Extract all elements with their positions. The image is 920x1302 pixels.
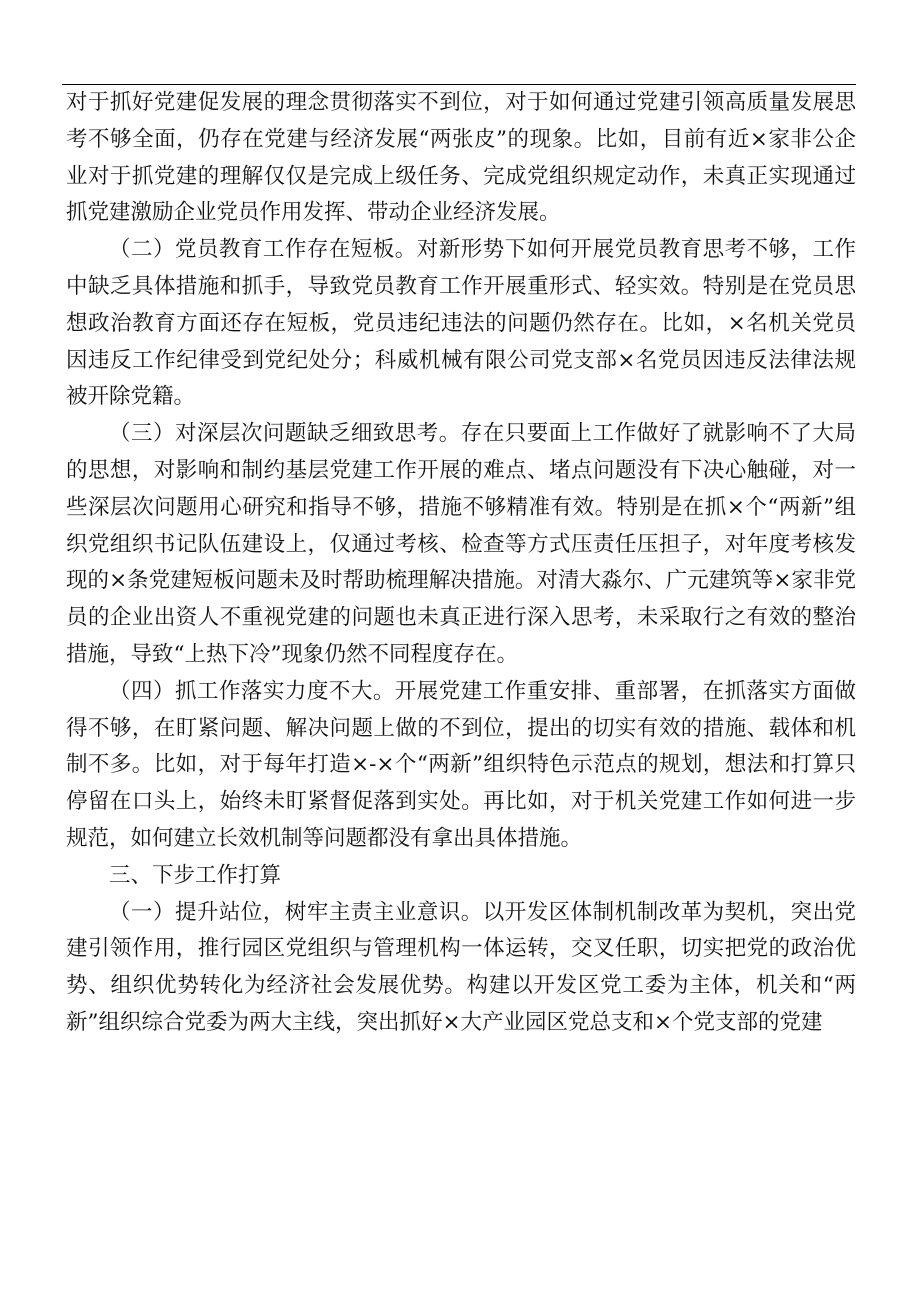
paragraph-continuation: 对于抓好党建促发展的理念贯彻落实不到位，对于如何通过党建引领高质量发展思考不够全面，仍存在党建与经济发展“两张皮”的现象。比如，目前有近×家非公企业对于抓党建的理解仅仅是完成上级任务、完成党组织规定动作，未真正实现通过抓党建激励企业党员作用发挥、带动企业经济发展。 — [66, 90, 856, 226]
section-heading-next-steps: 三、下步工作打算 — [109, 862, 282, 888]
paragraph-party-member-education: （二）党员教育工作存在短板。对新形势下如何开展党员教育思考不够，工作中缺乏具体措施和抓手，导致党员教育工作开展重形式、轻实效。特别是在党员思想政治教育方面还存在短板，党员违纪违法的问题仍然存在。比如，×名机关党员因违反工作纪律受到党纪处分；科威机械有限公司党支部×名党员因违反法律法规被开除党籍。 — [66, 237, 856, 410]
paragraph-improve-position: （一）提升站位，树牢主责主业意识。以开发区体制机制改革为契机，突出党建引领作用，推行园区党组织与管理机构一体运转，交叉任职，切实把党的政治优势、组织优势转化为经济社会发展优势。构建以开发区党工委为主体，机关和“两新”组织综合党委为两大主线，突出抓好×大产业园区党总支和×个党支部的党建 — [66, 899, 856, 1035]
body-text — [66, 85, 856, 1042]
paragraph-implementation: （四）抓工作落实力度不大。开展党建工作重安排、重部署，在抓落实方面做得不够，在盯紧问题、解决问题上做的不到位，提出的切实有效的措施、载体和机制不多。比如，对于每年打造×-×个“两新”组织特色示范点的规划，想法和打算只停留在口头上，始终未盯紧督促落到实处。再比如，对于机关党建工作如何进一步规范，如何建立长效机制等问题都没有拿出具体措施。 — [66, 678, 856, 851]
paragraph-deep-level-issues: （三）对深层次问题缺乏细致思考。存在只要面上工作做好了就影响不了大局的思想，对影响和制约基层党建工作开展的难点、堵点问题没有下决心触碰，对一些深层次问题用心研究和指导不够，措施不够精准有效。特别是在抓×个“两新”组织党组织书记队伍建设上，仅通过考核、检查等方式压责任压担子，对年度考核发现的×条党建短板问题未及时帮助梳理解决措施。对清大淼尔、广元建筑等×家非党员的企业出资人不重视党建的问题也未真正进行深入思考，未采取行之有效的整治措施，导致“上热下冷”现象仍然不同程度存在。 — [66, 421, 856, 667]
